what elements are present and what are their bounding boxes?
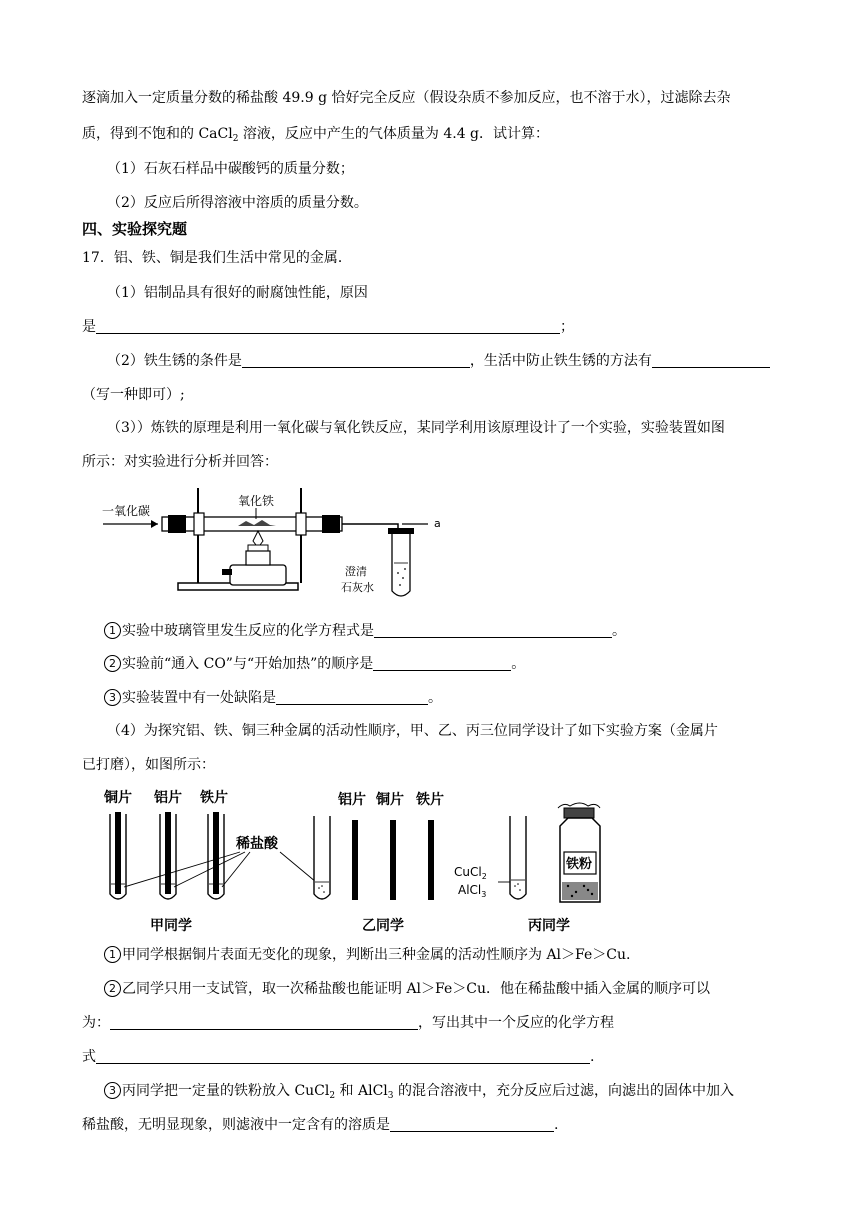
p17-q4-sub-2-line-b <box>82 1013 614 1033</box>
test-tube <box>392 534 410 596</box>
circled-number: 1 <box>104 622 121 639</box>
arrow-head <box>151 520 158 528</box>
outlet-a-label: a <box>434 517 441 530</box>
answer-blank[interactable] <box>390 1117 554 1132</box>
answer-blank[interactable] <box>373 656 511 671</box>
p17-q3-sub-2 <box>104 654 525 674</box>
aluminum-label: 铝片 <box>338 792 366 808</box>
lamp-neck <box>246 551 270 565</box>
p17-q4-sub-2-line-c <box>82 1047 594 1067</box>
iron-powder-label: 铁粉 <box>566 857 593 872</box>
test-tube-copper <box>110 812 126 899</box>
circled-number: 1 <box>104 946 121 963</box>
q-text: 丙同学把一定量的铁粉放入 CuCl <box>122 1083 330 1099</box>
p17-q4-line-a: （4）为探究铝、铁、铜三种金属的活动性顺序，甲、乙、丙三位同学设计了如下实验方案（金属片 <box>107 723 718 739</box>
copper-label: 铜片 <box>376 792 404 808</box>
alcl3-label: AlCl$_3$ <box>458 883 487 899</box>
stopper <box>322 515 340 533</box>
test-tube-hcl <box>314 816 330 899</box>
p17-q2-line-a <box>107 351 770 371</box>
stopper <box>168 515 186 533</box>
q-text: 为： <box>82 1015 110 1031</box>
answer-blank[interactable] <box>110 1015 418 1030</box>
p16-question-2: （2）反应后所得溶液中溶质的质量分数。 <box>107 195 368 211</box>
lamp-wick <box>248 545 268 551</box>
test-tube-cucl2-alcl3 <box>510 816 526 899</box>
q-text: 实验装置中有一处缺陷是 <box>122 690 276 706</box>
co-label: 一氧化碳 <box>102 504 151 518</box>
p16-line-2 <box>82 124 549 149</box>
answer-blank[interactable] <box>96 1049 590 1064</box>
q-text: 实验前“通入 CO”与“开始加热”的顺序是 <box>122 656 374 672</box>
q-text: （2）铁生锈的条件是 <box>107 353 242 369</box>
flame-icon <box>253 531 263 545</box>
p16-question-1: （1）石灰石样品中碳酸钙的质量分数； <box>107 161 354 177</box>
cucl2-label: CuCl$_2$ <box>454 865 487 881</box>
dilute-hcl-label: 稀盐酸 <box>236 836 278 852</box>
p17-q3-line-a: （3））炼铁的原理是利用一氧化碳与氧化铁反应，某同学利用该原理设计了一个实验，实验装置如图 <box>107 420 725 436</box>
q-text: 式 <box>82 1049 96 1065</box>
q-text: 。 <box>511 656 526 672</box>
subscript: 2 <box>232 134 239 144</box>
subscript: 2 <box>329 1091 336 1101</box>
aluminum-strip <box>352 820 358 900</box>
iron-strip <box>428 820 434 900</box>
iron-label: 铁片 <box>200 790 228 806</box>
p17-q4-sub-3 <box>104 1081 734 1106</box>
q-text: ，写出其中一个反应的化学方程 <box>418 1015 614 1031</box>
circled-number: 2 <box>104 655 121 672</box>
answer-blank[interactable] <box>242 353 470 368</box>
q-text: 乙同学只用一支试管，取一次稀盐酸也能证明 Al＞Fe＞Cu．他在稀盐酸中插入金属的顺序可以 <box>122 981 710 997</box>
q-text: 的混合溶液中，充分反应后过滤，向滤出的固体中加入 <box>393 1083 734 1099</box>
answer-blank[interactable] <box>374 623 612 638</box>
subscript: 3 <box>387 1091 394 1101</box>
p17-q1-line-b <box>82 317 574 337</box>
q-text: 是 <box>82 319 96 335</box>
p17-q3-sub-3 <box>104 688 442 708</box>
copper-strip <box>390 820 396 900</box>
p17-q4-sub-3-line-b <box>82 1115 558 1135</box>
iron-powder-bottle <box>558 803 600 902</box>
alcohol-lamp <box>230 565 286 585</box>
p17-q3-sub-1 <box>104 621 626 641</box>
aluminum-label: 铝片 <box>154 790 182 806</box>
p17-stem: 17．铝、铁、铜是我们生活中常见的金属． <box>82 250 352 266</box>
p17-q1-line-a: （1）铝制品具有很好的耐腐蚀性能，原因 <box>107 285 368 301</box>
test-tube-iron <box>208 812 224 899</box>
q-text: 甲同学根据铜片表面无变化的现象，判断出三种金属的活动性顺序为 Al＞Fe＞Cu. <box>122 947 631 963</box>
p17-q2-line-b: （写一种即可）; <box>82 387 185 403</box>
q-text: ，生活中防止铁生锈的方法有 <box>469 353 652 369</box>
q-text: 。 <box>612 623 626 639</box>
lamp-knob <box>222 569 232 575</box>
p16-text: 溶液，反应中产生的气体质量为 4.4 g．试计算： <box>238 126 550 142</box>
q-text: . <box>554 1117 559 1133</box>
circled-number: 2 <box>104 980 121 997</box>
circled-number: 3 <box>104 689 121 706</box>
clamp <box>194 513 204 535</box>
iron-oxide-label: 氧化铁 <box>238 494 275 508</box>
p16-text: 质，得到不饱和的 CaCl <box>82 126 233 142</box>
q-text: 和 AlCl <box>335 1083 388 1099</box>
student-yi-label: 乙同学 <box>362 918 404 934</box>
p17-q4-sub-1 <box>104 945 630 965</box>
p17-q3-line-b: 所示：对实验进行分析并回答： <box>82 454 278 470</box>
clamp <box>296 513 306 535</box>
test-tube-aluminum <box>160 812 176 899</box>
student-bing-label: 丙同学 <box>528 918 570 934</box>
answer-blank[interactable] <box>652 353 770 368</box>
limewater-label: 石灰水 <box>341 581 374 594</box>
answer-blank[interactable] <box>276 690 428 705</box>
copper-label: 铜片 <box>104 790 132 806</box>
co-reduction-apparatus-figure <box>98 483 448 603</box>
circled-number: 3 <box>104 1082 121 1099</box>
student-jia-label: 甲同学 <box>150 918 192 934</box>
q-text: ； <box>560 319 574 335</box>
iron-label: 铁片 <box>416 792 444 808</box>
metal-activity-experiment-figure <box>90 782 630 938</box>
q-text: . <box>590 1049 595 1065</box>
q-text: 实验中玻璃管里发生反应的化学方程式是 <box>122 623 374 639</box>
limewater-label: 澄清 <box>345 565 367 578</box>
p16-line-1: 逐滴加入一定质量分数的稀盐酸 49.9 g 恰好完全反应（假设杂质不参加反应，也不溶于水），过滤除去杂 <box>82 90 731 106</box>
p17-q4-line-b: 已打磨），如图所示： <box>82 757 215 773</box>
section-heading: 四、实验探究题 <box>82 220 188 238</box>
q-text: 稀盐酸，无明显现象，则滤液中一定含有的溶质是 <box>82 1117 390 1133</box>
answer-blank[interactable] <box>96 319 560 334</box>
test-tube-stopper <box>388 528 414 534</box>
p17-q4-sub-2 <box>104 979 710 999</box>
q-text: 。 <box>428 690 442 706</box>
